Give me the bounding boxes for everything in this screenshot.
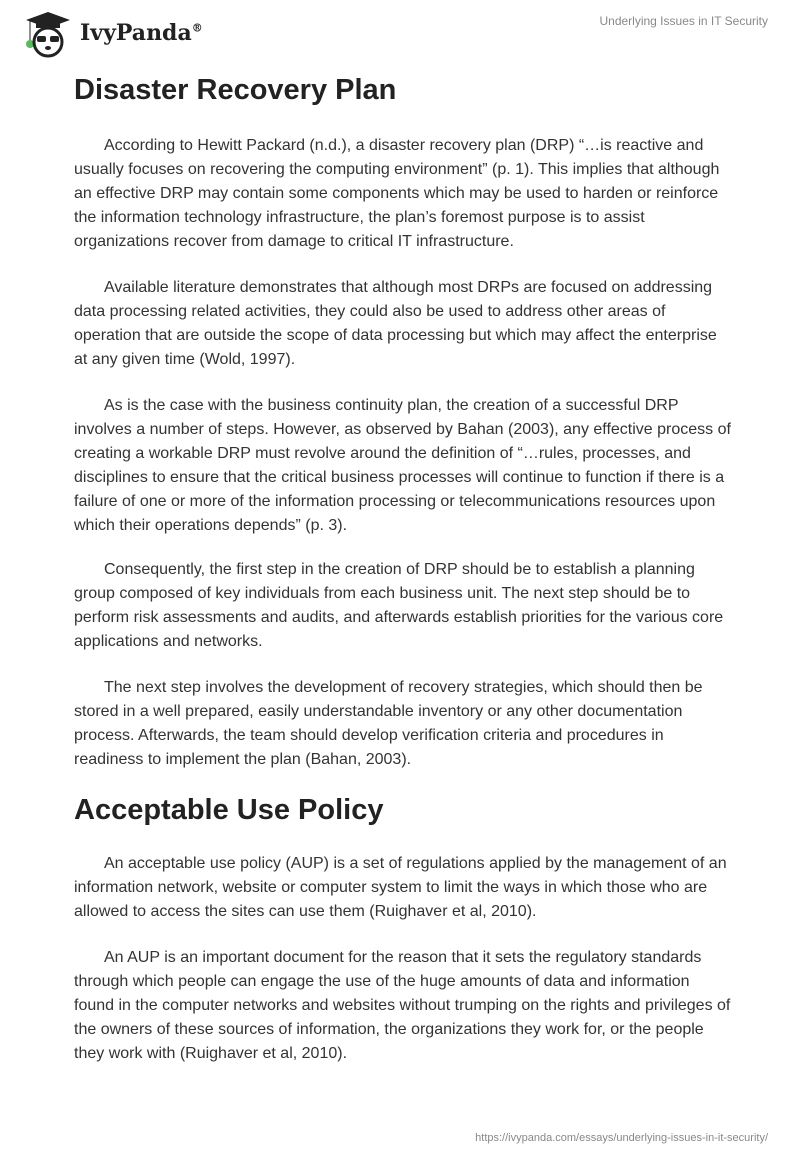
paragraph: Available literature demonstrates that although most DRPs are focused on addressing data processing related activities, they could also be used to address other areas of operation that are outside the scope of data processing but which may affect the enterprise at any given time (Wold, 1997). <box>74 279 717 368</box>
panda-graduate-icon <box>20 8 76 58</box>
document-title: Underlying Issues in IT Security <box>599 14 768 28</box>
brand-name: IvyPanda® <box>80 20 203 46</box>
paragraph: An AUP is an important document for the reason that it sets the regulatory standards through which people can engage the use of the huge amounts of data and information found in the computer networks and websites without trumping on the rights and privileges of the owners of these sources of information, the organizations they work for, or the people they work with (Ruighaver et al, 2010). <box>74 949 731 1062</box>
paragraph: According to Hewitt Packard (n.d.), a disaster recovery plan (DRP) “…is reactive and usually focuses on recovering the computing environment” (p. 1). This implies that although an effective DRP may contain some components which may be used to harden or reinforce the information technology infrastructure, the plan’s foremost purpose is to assist organizations recover from damage to critical IT infrastructure. <box>74 137 720 250</box>
ivypanda-logo[interactable] <box>20 8 203 58</box>
paragraph: An acceptable use policy (AUP) is a set of regulations applied by the management of an information network, website or computer system to limit the ways in which those who are allowed to access the sites can use them (Ruighaver et al, 2010). <box>74 855 727 920</box>
section-heading: Acceptable Use Policy <box>74 794 384 826</box>
source-url[interactable]: https://ivypanda.com/essays/underlying-issues-in-it-security/ <box>475 1132 768 1144</box>
paragraph: Consequently, the first step in the creation of DRP should be to establish a planning group composed of key individuals from each business unit. The next step should be to perform risk assessments and audits, and afterwards establish priorities for the various core applications and networks. <box>74 561 724 650</box>
section-heading: Disaster Recovery Plan <box>74 74 397 106</box>
paragraph: As is the case with the business continuity plan, the creation of a successful DRP involves a number of steps. However, as observed by Bahan (2003), any effective process of creating a workable DRP must revolve around the definition of “…rules, processes, and disciplines to ensure that the critical business processes will continue to function if there is a failure of one or more of the information processing or telecommunications resources upon which their operations depends” (p. 3). <box>74 397 731 534</box>
paragraph: The next step involves the development of recovery strategies, which should then be stored in a well prepared, easily understandable inventory or any other documentation process. Afterwards, the team should develop verification criteria and procedures in readiness to implement the plan (Bahan, 2003). <box>74 679 703 768</box>
